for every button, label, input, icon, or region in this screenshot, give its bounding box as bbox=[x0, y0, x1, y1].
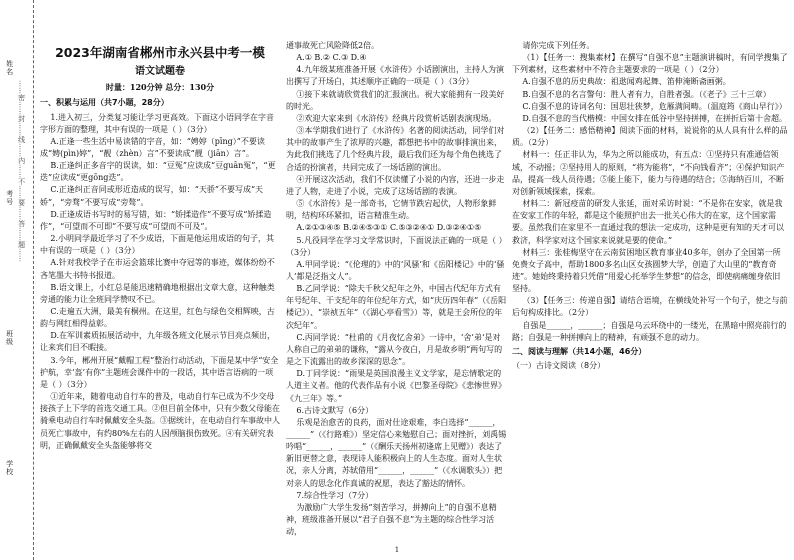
question-3: 3.今年，郴州开展“戴帽工程”整治行动活动，下面是某中学“安全护航，幸‘盔’有你”主题班会课件中的一段话，其中语言语病的一项是（ ）（3分） bbox=[40, 355, 279, 389]
option-b: B.自强不息的名言警句：胜人者有力，自胜者强。（《老子》三十三章） bbox=[522, 89, 771, 99]
task-2: （2）【任务二：感悟精神】阅读下面的材料，说说你的从人具有什么样的品质。（2分） bbox=[512, 126, 788, 148]
question-5: 5.凡役同学在学习文学常识时，下面说法正确的一项是（ ）（3分） bbox=[286, 235, 507, 257]
sentence-5: ⑤《水浒传》是一部奇书，它情节跌宕起伏，人物形象鲜明，结构环环紧扣，语言精准生动。 bbox=[286, 199, 497, 221]
gutter-label-class: 班级 bbox=[5, 330, 14, 346]
option-c: C.正逢纠正音同或形近造成的误写，如：“天骄”不要写成“天娇”，“旁骛”不要写成“旁骜”。 bbox=[40, 185, 264, 207]
sentence-1: ①接下来就请欣赏我们的汇报演出。祝大家能拥有一段美好的时光。 bbox=[286, 89, 505, 111]
question-6-body: 乐观是治愈苦的良药，面对仕途艰难，李白选择“______，______”（《行路难》）坚定信心来勉慰自己；面对挫折，刘禹锡吟唱“______，______”（《酬乐天扬州初逢席上见赠》）表达了新旧更替之意，表现诗人能积极向上的人生态度。面对人生状况，亲人分离，苏轼借用“______，______”（《水调歌头》）把对亲人的思念化作真诚的祝愿，表达了豁达的情怀。 bbox=[286, 417, 507, 488]
page-number: 1 bbox=[394, 546, 400, 554]
binding-gutter bbox=[0, 0, 34, 560]
options-row: A.②①③④⑤ B.②④⑤③① C.⑤③②④① D.③②④①⑤ bbox=[296, 223, 482, 233]
material-1: 材料一：任正非认为，华为之所以能成功，有五点：①坚持只有准通信领域，不动摇；②坚持用人的原则，“将为能将”，“不向钱看齐”；④保护知识产品，提高一线人员待遇；⑤能上能下，能力与待遇的结合；⑤海纳百川，不断对创新领域探索，探索。 bbox=[512, 150, 785, 196]
option-a: A.正逢一些生活中易读错的字音，如：“娉婷（pīng）”不要读成“娉(pìn)婷”，“靓（zhèn）言”不要读成“靓（jiān）言”。 bbox=[40, 136, 265, 158]
task-1: （1）【任务一：搜集素材】在撰写“自强不息”主题演讲稿时，有同学搜集了下列素材，这些素材中不符合主题要求的一项是（ ）（2分） bbox=[512, 53, 788, 75]
section-heading: 一、积累与运用（共7小题，28分） bbox=[40, 98, 169, 108]
material-3: 材料三：张桂梅坚守在云南贫困地区教育事业40多年，创办了全国第一所免费女子高中，帮助1800多名山区女孩圆梦大学，创造了大山里的“教育奇迹”。她始终秉持着只凭借“用爱心托举学生梦想”的信念，即使病痛缠身依旧坚持。 bbox=[512, 247, 781, 294]
sentence-4: ④开展这次活动，我们不仅读懂了小说的内容，还进一步走进了人物，走进了小说，完成了这场话剧的表演。 bbox=[286, 174, 505, 196]
exam-meta: 时量：120分钟 总分：130分 bbox=[105, 82, 215, 93]
option-c: C.自强不息的诗词名句：国思壮狭梦，危雁满间畴。（温庭筠《商山早行》） bbox=[522, 101, 787, 111]
sentence-3: ③本学期我们进行了《水浒传》名著的阅读活动，同学们对其中的故事产生了浓厚的兴趣，都想把书中的故事排演出来，为此我们挑选了几个经典片段，最后我们还为每个角色挑选了合适的扮演者，共同完成了一场话剧的演出。 bbox=[286, 126, 505, 172]
question-4: 4.九年级某班准备开展《水浒传》小话剧演出，主持人为演出撰写了开场白，其述顺序正确的一项是（ ）（3分） bbox=[286, 65, 505, 87]
question-3-passage: ①近年来，随着电动自行车的普及，电动自行车已成为不少交母接孩子上下学的首选交通工具。②但目前全体中，只有少数父母能在骑乘电动自行车时佩戴安全头盔。③据统计，在电动自行车事故中人员死亡事故中，有约80%左右的人因颅脑损伤致死。④有关研究表明，正确佩戴安全头盔能够将交 bbox=[40, 392, 280, 450]
option-c: C.丙同学说：“杜甫的《月夜忆舍弟》一诗中，‘舍’弟‘是对人称自己的弟弟的谦称，“露从今夜白，月是故乡明”两句写的是之下流露出的故乡深深的思念”。 bbox=[286, 332, 503, 367]
option-b: B.语文课上，小红总是能迅速精确地根据出文章大意，这种触类旁通的能力让全班同学赞叹不已。 bbox=[40, 282, 275, 304]
question-7: 7.综合性学习（7分） bbox=[296, 490, 374, 500]
option-b: B.正逢纠正多音字的误读，如：“豆冤”应读成“豆guān冤”，“更迭”应读成“更gōng迭”。 bbox=[40, 161, 276, 183]
gutter-label-school: 学校 bbox=[5, 460, 14, 476]
subsection-heading: （一）古诗文阅读（8分） bbox=[512, 361, 606, 371]
section-heading: 二、阅读与理解（共14小题，46分） bbox=[512, 346, 647, 356]
exam-title: 2023年湖南省郴州市永兴县中考一模 bbox=[55, 45, 265, 60]
option-c: C.走遍五大洲，最美有桐州。在这里，红色与绿色交相辉映，古韵与网红相得益彰。 bbox=[40, 307, 275, 329]
question-6: 6.古诗文默写（6分） bbox=[296, 405, 374, 415]
option-a: A.针对我校学子在市运会篮球比赛中夺冠等的事迹，媒体纷纷不吝笔墨大书特书报道。 bbox=[40, 258, 275, 280]
option-a: A.甲同学说：“《伦理的》中的‘风骚’和《岳阳楼记》中的‘骚人’都是泛指文人”。 bbox=[286, 259, 505, 281]
option-d: D.在军训素质拓展活动中，九年级各班文化展示节目亮点频出，让来宾们目不暇接。 bbox=[40, 331, 276, 353]
exam-subtitle: 语文试题卷 bbox=[135, 66, 185, 77]
option-d: D.正逢成语书写时的易写错，如：“矫揉造作”不要写成“矫揉造作”，“可望而不可即”不要写成“可望而不可及”。 bbox=[40, 209, 272, 231]
options-row: A.① B.② C.③ D.④ bbox=[296, 53, 367, 63]
option-d: D.丁同学说：“雨果是英国浪漫主义文学家，是忘情歌定的人道主义者。他的代表作品有小说《巴黎圣母院》《悲惨世界》《九三年》等。” bbox=[286, 369, 506, 403]
material-2: 材料二：新冠疫苗的研发人张延，面对采访时说：“不是你在安家，就是我在安家工作的年轻，都是这个能照护出去一批关心伟大的在家，这个国家需要。虽然我们在家里不一直通过我的想法一定成功，这种是更有知的天才可以救济，科学家对这个国家来说就是要的使命。” bbox=[512, 199, 784, 245]
question-1: 1.进入初三，分类复习能让学习更高效。下面这小语同学在字音字形方面的整理，其中有误的一项是（ ）（3分） bbox=[40, 112, 275, 134]
task-3-sentence: 自强是______，______；自强是乌云环绕中的一缕光，在黑暗中照亮前行的路；自强是一种拼搏向上的精神，有顽强不息的动力。 bbox=[512, 320, 787, 342]
gutter-label-name: 姓名 bbox=[5, 60, 14, 76]
question-2: 2.小明同学最近学习了不少成语，下面是他运用成语的句子，其中有误的一项是（ ）（3分） bbox=[40, 234, 275, 256]
option-a: A.自强不息的历史典故：祖逖闻鸡起舞、笛伸淹断斋画粥。 bbox=[522, 77, 731, 87]
continued-text: 请你完成下列任务。 bbox=[522, 41, 595, 50]
column-2 bbox=[286, 40, 508, 538]
seal-line-text: ……密……封……线……内……不……要……答……题…… bbox=[17, 80, 26, 262]
column-3 bbox=[512, 40, 788, 374]
gutter-label-id: 考号 bbox=[5, 190, 14, 206]
question-7-intro: 为激励广大学生发扬“刻苦学习，拼搏向上”的自强不息精神，班级准备开展以“君子自强不息”为主题的综合性学习活动， bbox=[286, 502, 497, 537]
option-b: B.乙同学说：“除夫千秋父纪年之外，中国古代纪年方式有年号纪年、干支纪年的年位纪年方式，如“庆历四年春”（《岳阳楼记》）、“崇祯五年”（《湖心亭看雪》）等，就是王会所位的年次纪年”。 bbox=[286, 284, 507, 330]
continued-text: 通事故死亡风险降低2倍。 bbox=[286, 41, 380, 50]
sentence-2: ②欢迎大家来到《水浒传》经典片段赏析话剧表演现场。 bbox=[296, 113, 497, 123]
option-d: D.自强不息的当代楷模：中国女排在低谷中坚持拼搏，在拼折后第十舍超。 bbox=[522, 113, 788, 123]
column-1 bbox=[40, 60, 280, 452]
task-3: （3）【任务三：传递自强】请结合语境，在横线处补写一个句子，使之与前后句构成排比。（2分） bbox=[512, 296, 788, 318]
